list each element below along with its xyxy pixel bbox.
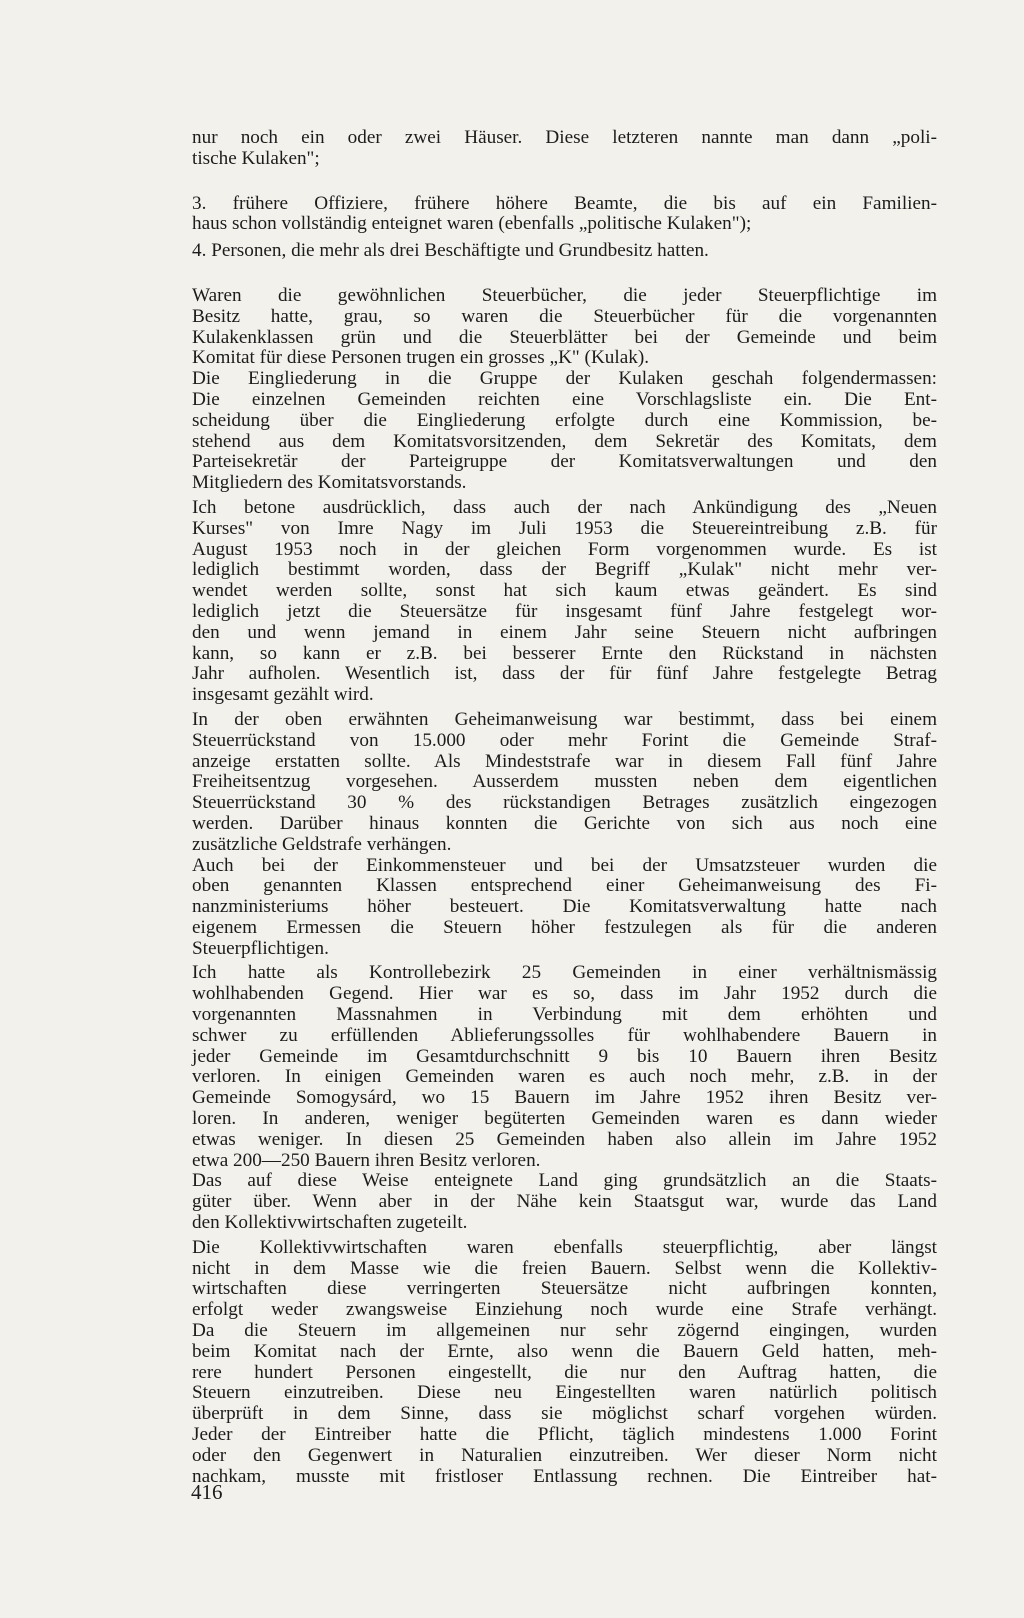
text-line: stehend aus dem Komitatsvorsitzenden, dem Sekretär des Komitats, dem [192,430,937,452]
text-line: Das auf diese Weise enteignete Land ging grundsätzlich an die Staats- [192,1170,937,1192]
text-line: Auch bei der Einkommensteuer und bei der Umsatzsteuer wurden die [192,854,937,876]
text-line: etwa 200—250 Bauern ihren Besitz verloren. [192,1149,541,1171]
text-line: haus schon vollständig enteignet waren (ebenfalls „politische Kulaken"); [192,213,752,235]
text-line: tische Kulaken"; [192,147,320,169]
paragraph [192,963,937,1171]
body-text [192,128,937,1487]
text-line: Kulakenklassen grün und die Steuerblätter bei der Gemeinde und beim [192,326,937,348]
text-line: jeder Gemeinde im Gesamtdurchschnitt 9 bis 10 Bauern ihren Besitz [192,1045,937,1067]
text-line: den und wenn jemand in einem Jahr seine Steuern nicht aufbringen [192,621,937,643]
paragraph [192,856,937,960]
text-line: Jeder der Eintreiber hatte die Pflicht, täglich mindestens 1.000 Forint [192,1424,937,1446]
page-number: 416 [191,1480,223,1504]
text-line: verloren. In einigen Gemeinden waren es auch noch mehr, z.B. in der [192,1066,937,1088]
text-line: Waren die gewöhnlichen Steuerbücher, die jeder Steuerpflichtige im [192,284,937,306]
paragraph [192,710,937,856]
text-line: 3. frühere Offiziere, frühere höhere Beamte, die bis auf ein Familien- [192,192,937,214]
paragraph [192,194,937,236]
text-line: den Kollektivwirtschaften zugeteilt. [192,1212,468,1234]
text-line: Die einzelnen Gemeinden reichten eine Vorschlagsliste ein. Die Ent- [192,388,937,410]
text-line: schwer zu erfüllenden Ablieferungssolles für wohlhabendere Bauern in [192,1024,937,1046]
text-line: nachkam, musste mit fristloser Entlassung rechnen. Die Eintreiber hat- [192,1465,937,1487]
text-line: Kurses" von Imre Nagy im Juli 1953 die Steuereintreibung z.B. für [192,517,937,539]
paragraph [192,369,937,494]
text-line: Mitgliedern des Komitatsvorstands. [192,472,467,494]
text-line: etwas weniger. In diesen 25 Gemeinden haben also allein im Jahre 1952 [192,1128,937,1150]
paragraph [192,241,937,262]
text-line: Jahr aufholen. Wesentlich ist, dass der für fünf Jahre festgelegte Betrag [192,663,937,685]
text-line: nur noch ein oder zwei Häuser. Diese letzteren nannte man dann „poli- [192,127,937,148]
text-line: Parteisekretär der Parteigruppe der Komitatsverwaltungen und den [192,451,937,473]
text-line: Gemeinde Somogysárd, wo 15 Bauern im Jahre 1952 ihren Besitz ver- [192,1087,937,1109]
text-line: wohlhabenden Gegend. Hier war es so, dass im Jahr 1952 durch die [192,983,937,1005]
paragraph [192,498,937,706]
text-line: In der oben erwähnten Geheimanweisung war bestimmt, dass bei einem [192,708,937,730]
text-line: Komitat für diese Personen trugen ein grosses „K" (Kulak). [192,347,650,369]
text-line: Da die Steuern im allgemeinen nur sehr zögernd eingingen, wurden [192,1320,937,1342]
text-line: lediglich bestimmt worden, dass der Begriff „Kulak" nicht mehr ver- [192,559,937,581]
paragraph [192,1171,937,1233]
text-line: Steuerpflichtigen. [192,937,329,959]
text-line: rere hundert Personen eingestellt, die nur den Auftrag hatten, die [192,1361,937,1383]
text-line: wendet werden sollte, sonst hat sich kaum etwas geändert. Es sind [192,580,937,602]
text-line: beim Komitat nach der Ernte, also wenn die Bauern Geld hatten, meh- [192,1340,937,1362]
text-line: güter über. Wenn aber in der Nähe kein Staatsgut war, wurde das Land [192,1191,937,1213]
text-line: lediglich jetzt die Steuersätze für insgesamt fünf Jahre festgelegt wor- [192,600,937,622]
paragraph [192,286,937,369]
text-line: eigenem Ermessen die Steuern höher festzulegen als für die anderen [192,916,937,938]
text-line: Besitz hatte, grau, so waren die Steuerbücher für die vorgenannten [192,305,937,327]
text-line: nicht in dem Masse wie die freien Bauern. Selbst wenn die Kollektiv- [192,1257,937,1279]
text-line: scheidung über die Eingliederung erfolgte durch eine Kommission, be- [192,409,937,431]
text-line: kann, so kann er z.B. bei besserer Ernte den Rückstand in nächsten [192,642,937,664]
text-line: nanzministeriums höher besteuert. Die Komitatsverwaltung hatte nach [192,896,937,918]
text-line: 4. Personen, die mehr als drei Beschäftigte und Grundbesitz hatten. [192,240,709,262]
text-line: Ich hatte als Kontrollebezirk 25 Gemeinden in einer verhältnismässig [192,962,937,984]
text-line: wirtschaften diese verringerten Steuersätze nicht aufbringen konnten, [192,1278,937,1300]
text-line: loren. In anderen, weniger begüterten Gemeinden waren es dann wieder [192,1108,937,1130]
text-line: überprüft in dem Sinne, dass sie möglichst scharf vorgehen würden. [192,1403,937,1425]
text-line: zusätzliche Geldstrafe verhängen. [192,833,452,855]
text-line: insgesamt gezählt wird. [192,684,374,706]
text-line: Die Kollektivwirtschaften waren ebenfalls steuerpflichtig, aber längst [192,1236,937,1258]
text-line: werden. Darüber hinaus konnten die Gerichte von sich aus noch eine [192,812,937,834]
text-line: Ich betone ausdrücklich, dass auch der nach Ankündigung des „Neuen [192,496,937,518]
text-line: Steuerrückstand von 15.000 oder mehr Forint die Gemeinde Straf- [192,729,937,751]
paragraph [192,128,937,170]
text-line: Freiheitsentzug vorgesehen. Ausserdem mussten neben dem eigentlichen [192,771,937,793]
text-line: Steuern einzutreiben. Diese neu Eingestellten waren natürlich politisch [192,1382,937,1404]
text-line: August 1953 noch in der gleichen Form vorgenommen wurde. Es ist [192,538,937,560]
paragraph [192,1238,937,1488]
text-line: Die Eingliederung in die Gruppe der Kulaken geschah folgendermassen: [192,368,937,390]
text-line: oder den Gegenwert in Naturalien einzutreiben. Wer dieser Norm nicht [192,1444,937,1466]
text-line: erfolgt weder zwangsweise Einziehung noch wurde eine Strafe verhängt. [192,1299,937,1321]
text-line: Steuerrückstand 30 % des rückstandigen Betrages zusätzlich eingezogen [192,792,937,814]
text-line: oben genannten Klassen entsprechend einer Geheimanweisung des Fi- [192,875,937,897]
text-line: anzeige erstatten sollte. Als Mindeststrafe war in diesem Fall fünf Jahre [192,750,937,772]
text-line: vorgenannten Massnahmen in Verbindung mit dem erhöhten und [192,1004,937,1026]
